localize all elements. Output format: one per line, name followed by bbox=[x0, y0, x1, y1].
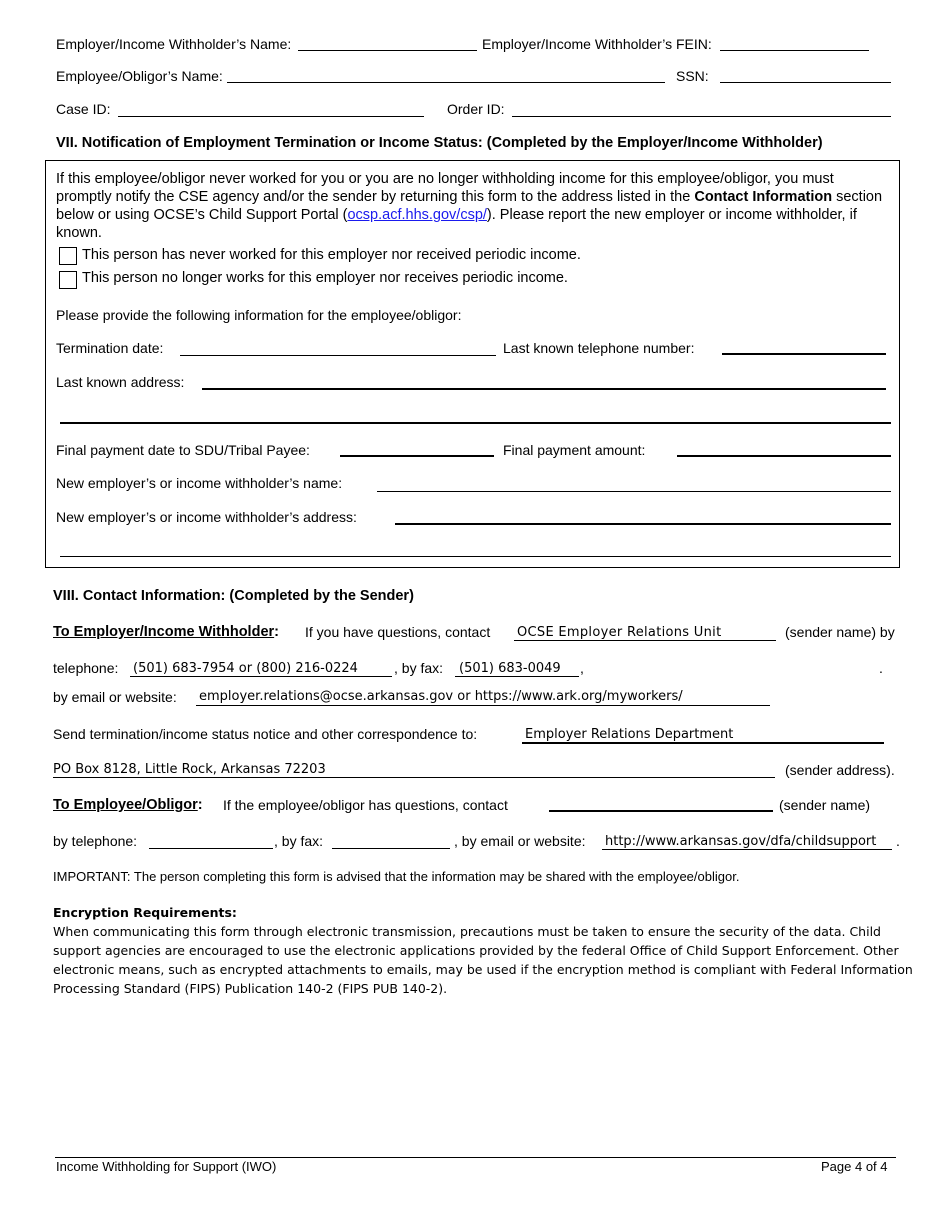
sender-name-suffix2: (sender name) bbox=[779, 797, 871, 813]
last-address-field[interactable] bbox=[202, 388, 886, 390]
sender-name-suffix: (sender name) by bbox=[785, 624, 895, 640]
final-payment-date-label: Final payment date to SDU/Tribal Payee: bbox=[56, 442, 310, 458]
fax-field[interactable] bbox=[455, 676, 579, 677]
by-email-label: , by email or website: bbox=[454, 833, 586, 849]
never-worked-label: This person has never worked for this employer nor received periodic income. bbox=[82, 247, 581, 263]
new-employer-name-field[interactable] bbox=[377, 491, 891, 492]
provide-info-text: Please provide the following information for the employee/obligor: bbox=[56, 307, 462, 323]
employee-website-value: http://www.arkansas.gov/dfa/childsupport bbox=[605, 834, 877, 849]
csp-portal-link[interactable]: ocsp.acf.hhs.gov/csp/ bbox=[347, 207, 487, 223]
ssn-field[interactable] bbox=[720, 82, 891, 83]
telephone-value: (501) 683-7954 or (800) 216-0224 bbox=[133, 661, 358, 676]
final-payment-date-field[interactable] bbox=[340, 455, 494, 457]
to-employer-line: To Employer/Income Withholder: bbox=[53, 624, 279, 640]
no-longer-works-label: This person no longer works for this employer nor receives periodic income. bbox=[82, 270, 568, 286]
to-employee-text: If the employee/obligor has questions, contact bbox=[223, 797, 508, 813]
employee-website-field[interactable] bbox=[602, 849, 892, 850]
by-telephone-label: by telephone: bbox=[53, 833, 138, 849]
ssn-label: SSN: bbox=[676, 68, 709, 84]
last-address-label: Last known address: bbox=[56, 374, 185, 390]
sender-address-suffix: (sender address). bbox=[785, 762, 895, 778]
termination-date-field[interactable] bbox=[180, 355, 496, 356]
by-fax-label: , by fax: bbox=[274, 833, 324, 849]
final-payment-amount-label: Final payment amount: bbox=[503, 442, 646, 458]
send-to-value: Employer Relations Department bbox=[525, 727, 734, 742]
to-employer-heading: To Employer/Income Withholder bbox=[53, 624, 275, 640]
final-payment-amount-field[interactable] bbox=[677, 455, 891, 457]
footer-form-name: Income Withholding for Support (IWO) bbox=[56, 1159, 277, 1174]
to-employee-line: To Employee/Obligor: bbox=[53, 797, 203, 813]
new-employer-address-field-line2[interactable] bbox=[60, 556, 891, 557]
last-phone-label: Last known telephone number: bbox=[503, 340, 695, 356]
case-id-field[interactable] bbox=[118, 116, 424, 117]
employee-telephone-field[interactable] bbox=[149, 848, 273, 849]
important-note: IMPORTANT: The person completing this form is advised that the information may be shared with the employee/obligor. bbox=[53, 869, 740, 884]
section7-title: VII. Notification of Employment Termination or Income Status: (Completed by the Employer/Income Withholder) bbox=[56, 135, 823, 151]
last-address-field-line2[interactable] bbox=[60, 422, 891, 424]
footer-page-number: Page 4 of 4 bbox=[821, 1159, 888, 1174]
section7-instructions: If this employee/obligor never worked for you or you are no longer withholding income for this employee/obligor, you must promptly notify the CSE agency and/or the sender by returning this form to the address listed in the Contact Information section below or using OCSE’s Child Support Portal (ocsp.acf.hhs.gov/csp/). Please report the new employer or income withholder, if known. bbox=[56, 171, 883, 241]
case-id-label: Case ID: bbox=[56, 101, 111, 117]
employee-name-field[interactable] bbox=[227, 82, 665, 83]
order-id-label: Order ID: bbox=[447, 101, 505, 117]
fax-comma: , bbox=[580, 660, 584, 676]
employee-name-label: Employee/Obligor’s Name: bbox=[56, 68, 223, 84]
employer-fein-field[interactable] bbox=[720, 50, 869, 51]
no-longer-works-checkbox[interactable] bbox=[59, 271, 77, 289]
termination-date-label: Termination date: bbox=[56, 340, 164, 356]
employer-name-field[interactable] bbox=[298, 50, 477, 51]
to-employer-text: If you have questions, contact bbox=[305, 624, 491, 640]
to-employee-heading: To Employee/Obligor bbox=[53, 797, 198, 813]
new-employer-address-field[interactable] bbox=[395, 523, 891, 525]
section8-title: VIII. Contact Information: (Completed by the Sender) bbox=[53, 588, 414, 604]
footer-rule bbox=[55, 1157, 896, 1158]
telephone-line-period: . bbox=[879, 660, 883, 676]
telephone-field[interactable] bbox=[130, 676, 392, 677]
send-notice-label: Send termination/income status notice and other correspondence to: bbox=[53, 726, 478, 742]
new-employer-address-label: New employer’s or income withholder’s address: bbox=[56, 509, 357, 525]
email-label: by email or website: bbox=[53, 689, 177, 705]
order-id-field[interactable] bbox=[512, 116, 891, 117]
send-to-field[interactable] bbox=[522, 742, 884, 744]
telephone-label: telephone: bbox=[53, 660, 119, 676]
employer-fein-label: Employer/Income Withholder’s FEIN: bbox=[482, 36, 712, 52]
encryption-body: When communicating this form through electronic transmission, precautions must be taken to ensure the security of the data. Child support agencies are encouraged to use the electronic applications provided by the federal Office of Child Support Enforcement. Other electronic means, such as encrypted attachments to emails, may be used if the encryption method is compliant with Federal Information Processing Standard (FIPS) Publication 140-2 (FIPS PUB 140-2). bbox=[53, 924, 913, 996]
sender-contact-value: OCSE Employer Relations Unit bbox=[517, 625, 722, 640]
last-phone-field[interactable] bbox=[722, 353, 886, 355]
employer-name-label: Employer/Income Withholder’s Name: bbox=[56, 36, 292, 52]
sender-contact-field[interactable] bbox=[514, 640, 776, 641]
encryption-title: Encryption Requirements: bbox=[53, 905, 237, 920]
fax-value: (501) 683-0049 bbox=[459, 661, 561, 676]
new-employer-name-label: New employer’s or income withholder’s name: bbox=[56, 475, 343, 491]
encryption-requirements bbox=[53, 903, 913, 998]
email-value: employer.relations@ocse.arkansas.gov or https://www.ark.org/myworkers/ bbox=[199, 689, 683, 704]
fax-label: , by fax: bbox=[394, 660, 444, 676]
never-worked-checkbox[interactable] bbox=[59, 247, 77, 265]
sender-address-value: PO Box 8128, Little Rock, Arkansas 72203 bbox=[53, 762, 326, 777]
employee-line-period: . bbox=[896, 833, 900, 849]
email-field[interactable] bbox=[196, 705, 770, 706]
employee-fax-field[interactable] bbox=[332, 848, 450, 849]
sender-address-field[interactable] bbox=[53, 777, 775, 778]
employee-sender-name-field[interactable] bbox=[549, 810, 773, 812]
